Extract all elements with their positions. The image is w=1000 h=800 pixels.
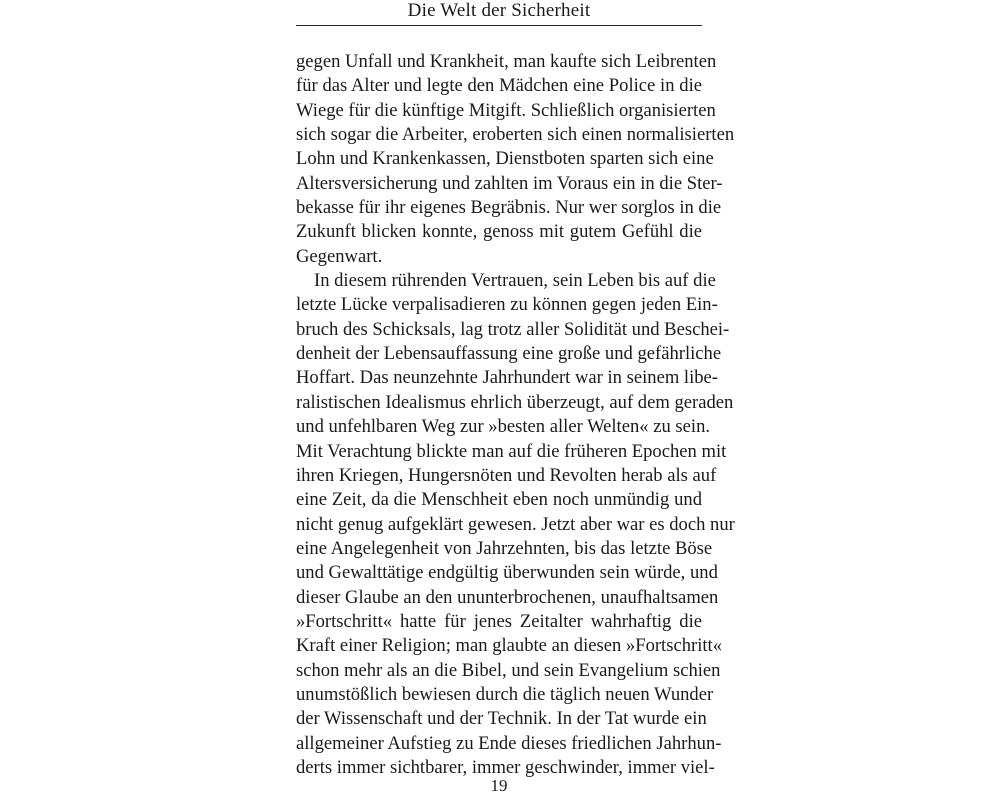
text-line-paragraph-end: Gegenwart. xyxy=(296,245,383,267)
running-head-title: Die Welt der Sicherheit xyxy=(407,0,591,21)
text-line: eine Angelegenheit von Jahrzehnten, bis das letzte Böse xyxy=(296,537,713,559)
text-line: Wiege für die künftige Mitgift. Schließlich organisierten xyxy=(296,99,716,121)
header-rule xyxy=(296,25,702,26)
text-line: unumstößlich bewiesen durch die täglich neuen Wunder xyxy=(296,683,714,705)
text-line: Mit Verachtung blickte man auf die früheren Epochen mit xyxy=(296,440,727,462)
page-number: 19 xyxy=(490,776,508,795)
text-line: Lohn und Krankenkassen, Dienstboten sparten sich eine xyxy=(296,148,714,170)
text-line: und unfehlbaren Weg zur »besten aller Welten« zu sein. xyxy=(296,416,711,438)
text-line: eine Zeit, da die Menschheit eben noch unmündig und xyxy=(296,489,702,511)
text-line: Altersversicherung und zahlten im Voraus ein in die Ster- xyxy=(296,172,723,194)
text-line: ralistischen Idealismus ehrlich überzeugt, auf dem geraden xyxy=(296,391,734,413)
text-line: ihren Kriegen, Hungersnöten und Revolten herab als auf xyxy=(296,464,717,486)
text-line: nicht genug aufgeklärt gewesen. Jetzt aber war es doch nur xyxy=(296,513,735,535)
text-line: schon mehr als an die Bibel, und sein Evangelium schien xyxy=(296,659,721,681)
text-line: allgemeiner Aufstieg zu Ende dieses friedlichen Jahrhun- xyxy=(296,732,722,754)
text-line: bekasse für ihr eigenes Begräbnis. Nur wer sorglos in die xyxy=(296,197,722,219)
text-line: für das Alter und legte den Mädchen eine Police in die xyxy=(296,75,702,97)
text-line: derts immer sichtbarer, immer geschwinder, immer viel- xyxy=(296,756,715,778)
text-line: Hoffart. Das neunzehnte Jahrhundert war in seinem libe- xyxy=(296,367,718,389)
text-line: »Fortschritt« hatte für jenes Zeitalter wahrhaftig die xyxy=(296,610,702,632)
text-line: letzte Lücke verpalisadieren zu können gegen jeden Ein- xyxy=(296,294,718,316)
text-line: und Gewalttätige endgültig überwunden sein würde, und xyxy=(296,562,718,584)
text-line: dieser Glaube an den ununterbrochenen, unaufhaltsamen xyxy=(296,586,719,608)
text-line: gegen Unfall und Krankheit, man kaufte sich Leibrenten xyxy=(296,51,717,72)
text-line: sich sogar die Arbeiter, eroberten sich einen normalisierten xyxy=(296,124,735,146)
body-text xyxy=(296,50,735,780)
text-line: bruch des Schicksals, lag trotz aller Solidität und Beschei- xyxy=(296,318,730,340)
text-line: denheit der Lebensauffassung eine große und gefährliche xyxy=(296,343,722,365)
text-line: der Wissenschaft und der Technik. In der Tat wurde ein xyxy=(296,708,707,730)
text-line-paragraph-start: In diesem rührenden Vertrauen, sein Leben bis auf die xyxy=(314,270,716,292)
text-line: Kraft einer Religion; man glaubte an diesen »Fortschritt« xyxy=(296,635,722,657)
text-line: Zukunft blicken konnte, genoss mit gutem Gefühl die xyxy=(296,221,702,243)
